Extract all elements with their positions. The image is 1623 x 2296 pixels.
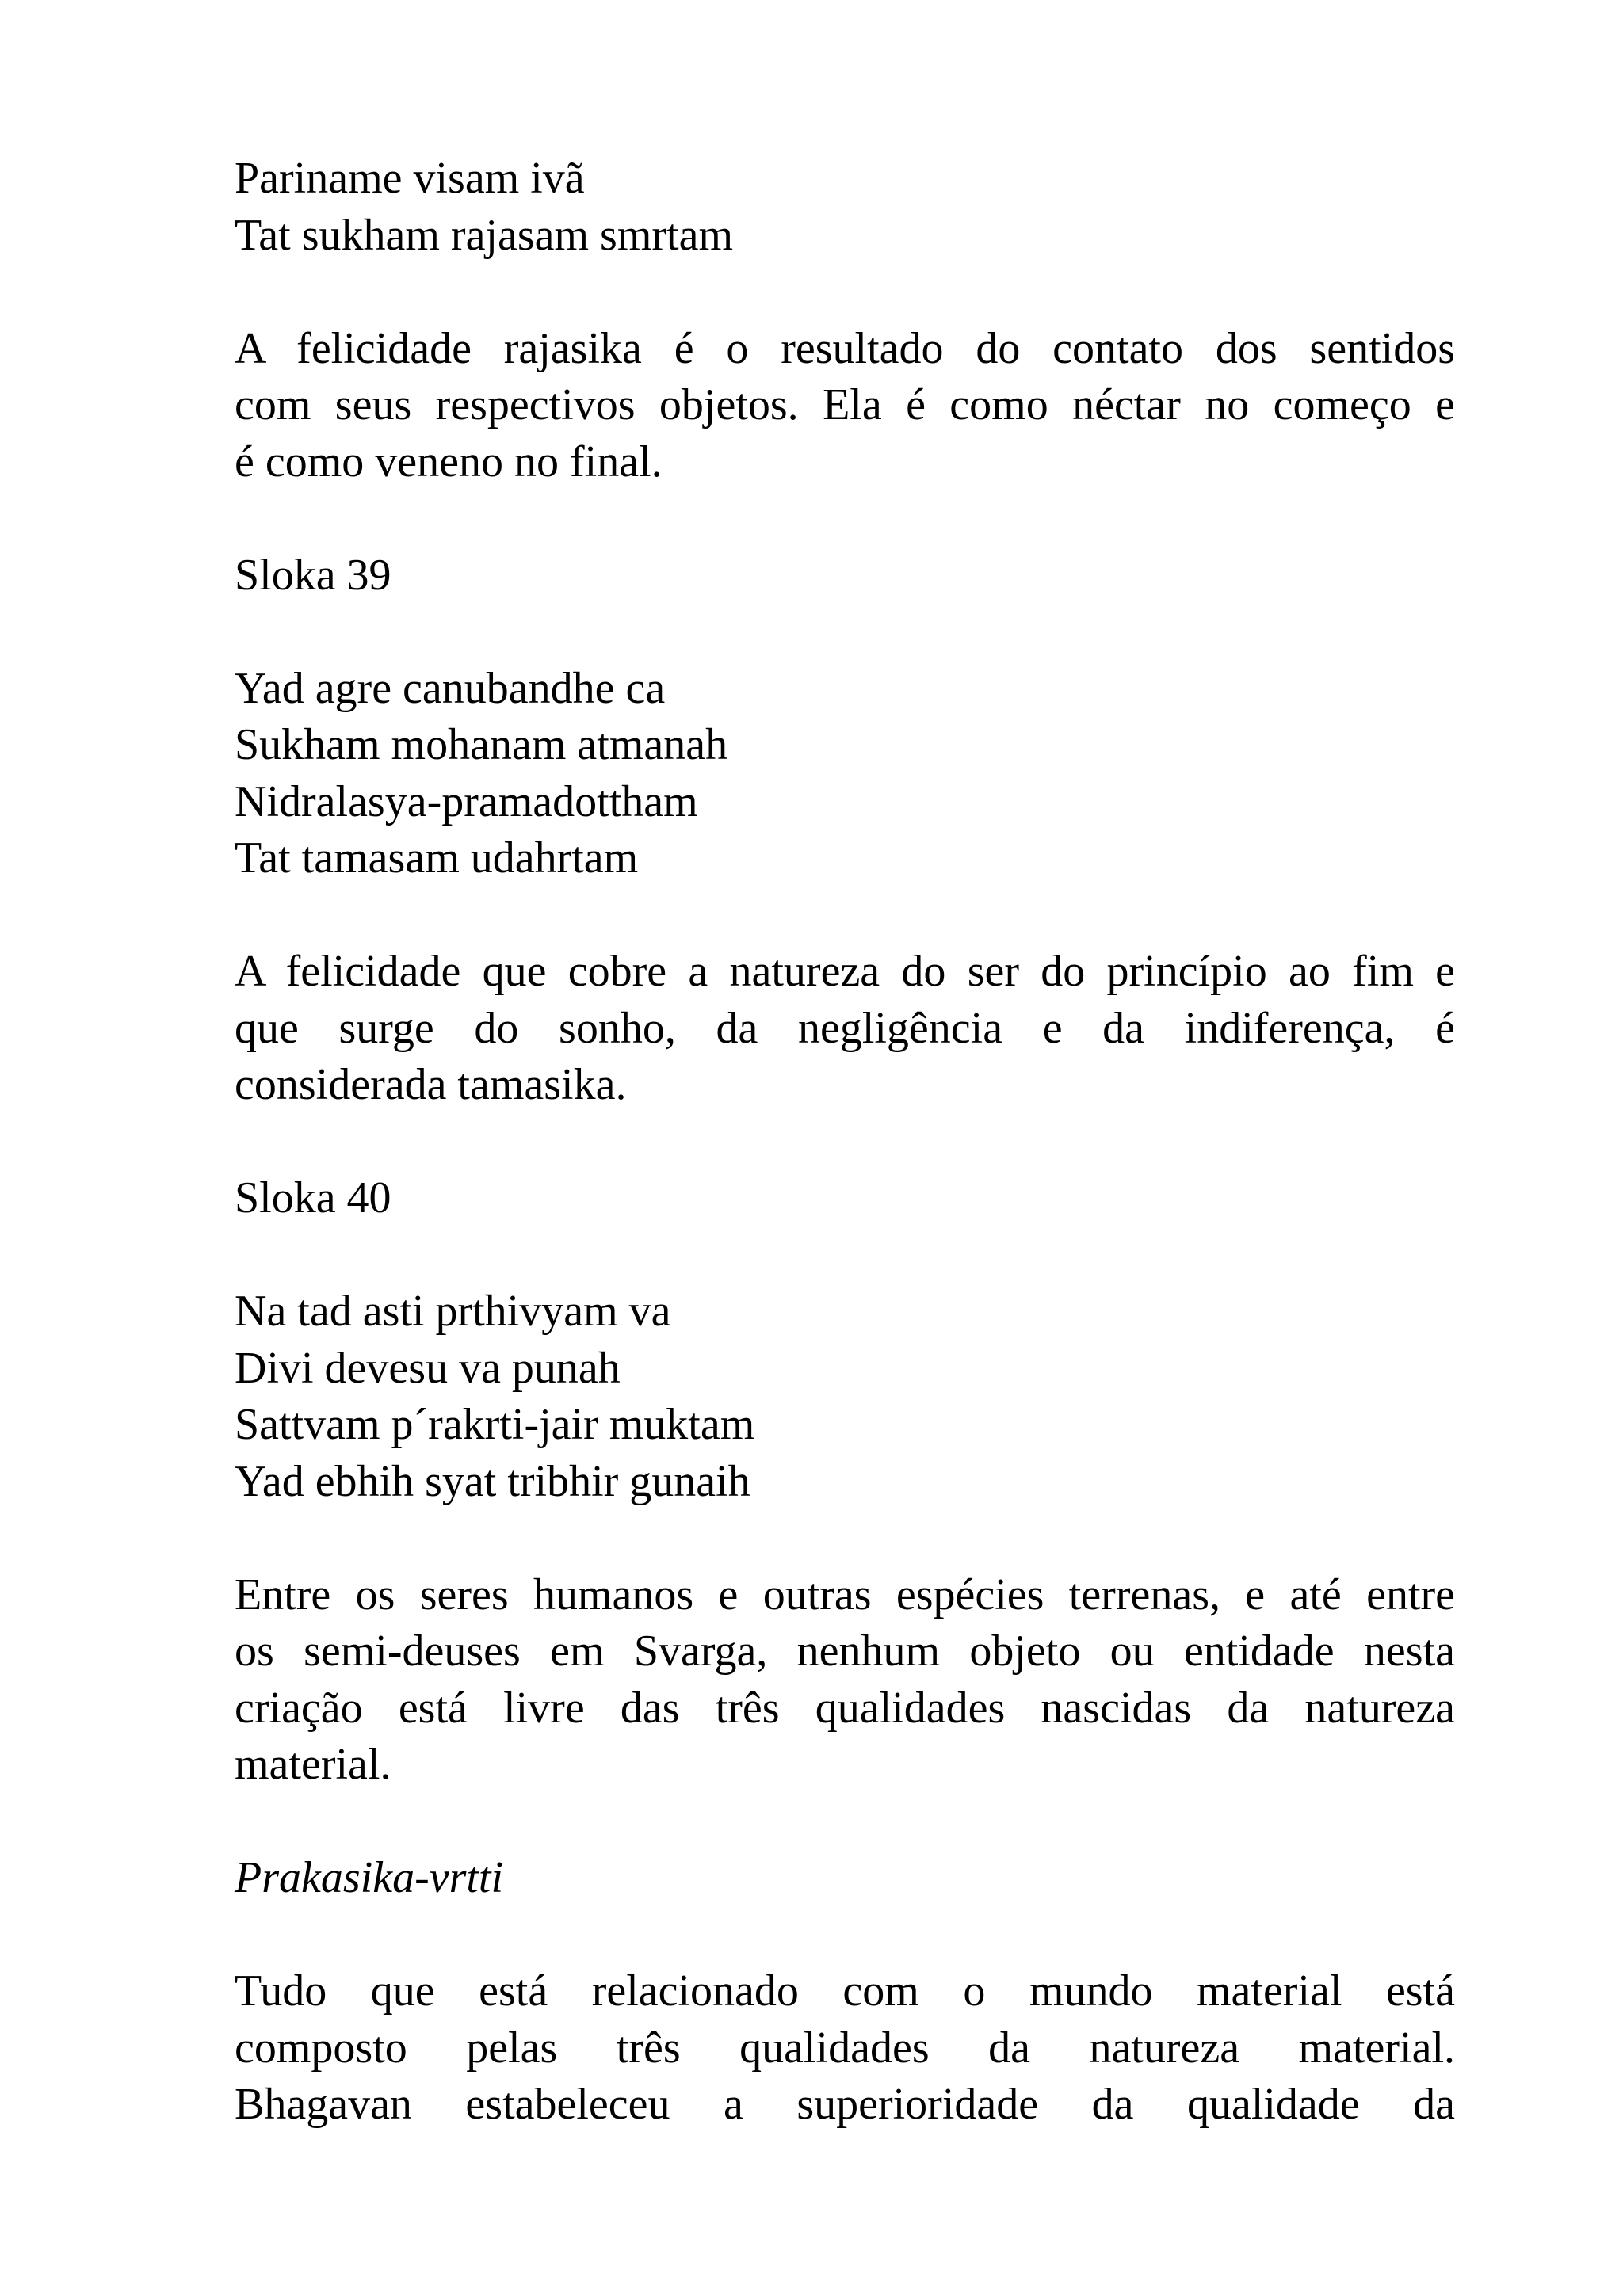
verse-line: Tat tamasam udahrtam [235,833,639,883]
translation-38 [235,321,1455,491]
translation-line: material. [235,1740,391,1789]
translation-line: os semi-deuses em Svarga, nenhum objeto ou entidade nesta [235,1627,1455,1676]
verse-line: Sukham mohanam atmanah [235,720,728,769]
translation-line: A felicidade rajasika é o resultado do contato dos sentidos [235,323,1455,373]
sloka-39-heading: Sloka 39 [235,550,391,600]
verse-line: Divi devesu va punah [235,1343,621,1393]
verse-line: Tat sukham rajasam smrtam [235,210,734,260]
translation-line: com seus respectivos objetos. Ela é como néctar no começo e [235,380,1455,429]
verse-line: Pariname visam ivã [235,154,585,203]
verse-line: Sattvam p´rakrti-jair muktam [235,1400,755,1449]
translation-line: Entre os seres humanos e outras espécies terrenas, e até entre [235,1569,1455,1619]
sloka-39-translation [235,944,1455,1114]
verse-line: Na tad asti prthivyam va [235,1287,671,1336]
translation-line: considerada tamasika. [235,1060,627,1109]
verse-line: Yad agre canubandhe ca [235,663,666,713]
sloka-40-translation [235,1567,1455,1794]
translation-line: A felicidade que cobre a natureza do ser do princípio ao fim e [235,947,1455,996]
commentary-body [235,1963,1455,2134]
commentary-line: Tudo que está relacionado com o mundo material está [235,1966,1455,2016]
sloka-40-verse [235,1283,1455,1510]
translation-line: que surge do sonho, da negligência e da indiferença, é [235,1003,1455,1053]
verse-38-ending [235,151,1455,264]
document-page [235,151,1455,2134]
translation-line: é como veneno no final. [235,437,663,486]
sloka-39-verse [235,661,1455,887]
verse-line: Yad ebhih syat tribhir gunaih [235,1456,750,1506]
sloka-40-heading: Sloka 40 [235,1173,391,1222]
commentary-heading: Prakasika-vrtti [235,1853,504,1902]
commentary-line: Bhagavan estabeleceu a superioridade da qualidade da [235,2080,1455,2129]
verse-line: Nidralasya-pramadottham [235,776,698,826]
translation-line: criação está livre das três qualidades nascidas da natureza [235,1683,1455,1733]
commentary-line: composto pelas três qualidades da natureza material. [235,2023,1455,2073]
